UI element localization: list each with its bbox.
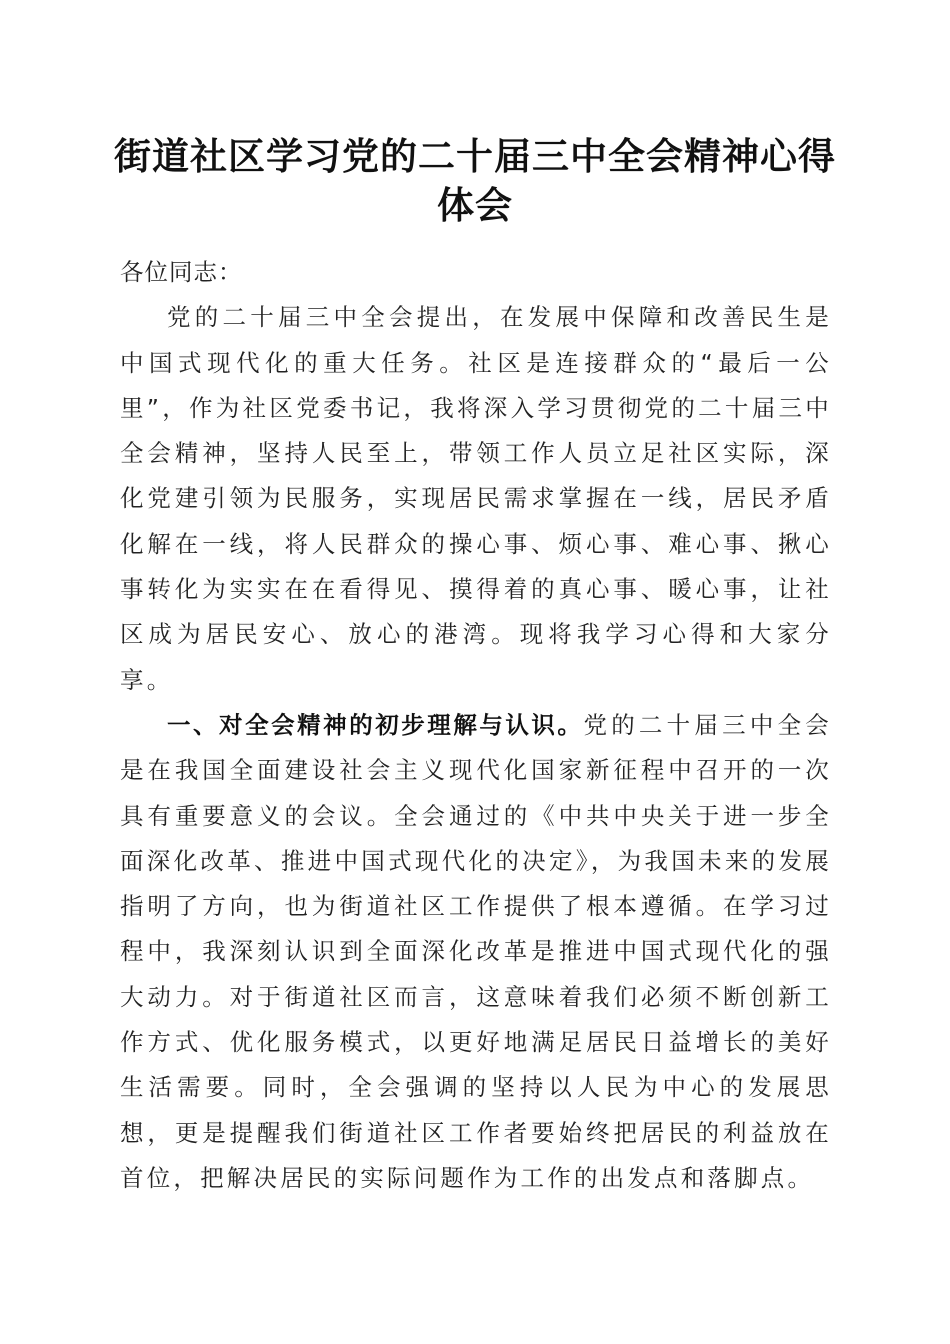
section-heading-1: 一、对全会精神的初步理解与认识。 <box>167 710 584 739</box>
paragraph-text: 党的二十届三中全会提出，在发展中保障和改善民生是中国式现代化的重大任务。社区是连接群众的“最后一公里”，作为社区党委书记，我将深入学习贯彻党的二十届三中全会精神，坚持人民至上，带领工作人员立足社区实际，深化党建引领为民服务，实现居民需求掌握在一线，居民矛盾化解在一线，将人民群众的操心事、烦心事、难心事、揪心事转化为实实在在看得见、摸得着的真心事、暖心事，让社区成为居民安心、放心的港湾。现将我学习心得和大家分享。 <box>120 303 832 694</box>
salutation: 各位同志： <box>120 258 243 286</box>
document-title: 街道社区学习党的二十届三中全会精神心得体会 <box>114 134 836 227</box>
paragraph-text: 党的二十届三中全会是在我国全面建设社会主义现代化国家新征程中召开的一次具有重要意义的会议。全会通过的《中共中央关于进一步全面深化改革、推进中国式现代化的决定》，为我国未来的发展指明了方向，也为街道社区工作提供了根本遵循。在学习过程中，我深刻认识到全面深化改革是推进中国式现代化的强大动力。对于街道社区而言，这意味着我们必须不断创新工作方式、优化服务模式，以更好地满足居民日益增长的美好生活需要。同时，全会强调的坚持以人民为中心的发展思想，更是提醒我们街道社区工作者要始终把居民的利益放在首位，把解决居民的实际问题作为工作的出发点和落脚点。 <box>120 710 832 1192</box>
paragraph-section-1 <box>120 703 832 1201</box>
document-body <box>120 250 832 1201</box>
paragraph-intro <box>120 295 832 703</box>
